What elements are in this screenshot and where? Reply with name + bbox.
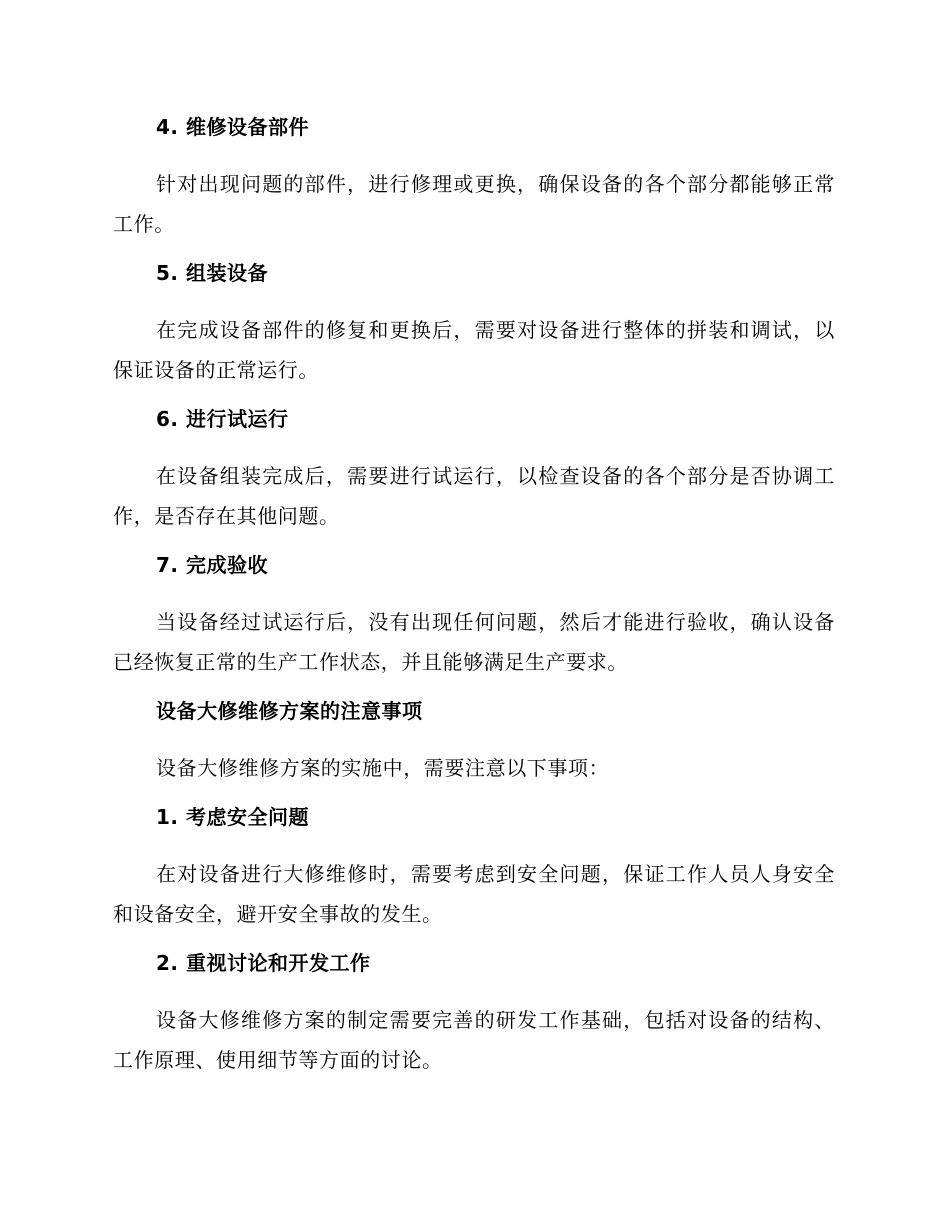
paragraph-assemble: 在完成设备部件的修复和更换后，需要对设备进行整体的拼装和调试，以保证设备的正常运行。 xyxy=(113,318,835,382)
section-heading-repair-parts: 4. 维修设备部件 xyxy=(156,115,309,139)
document-page xyxy=(113,112,835,1094)
paragraph-repair-parts: 针对出现问题的部件，进行修理或更换，确保设备的各个部分都能够正常工作。 xyxy=(113,172,835,236)
paragraph-safety: 在对设备进行大修维修时，需要考虑到安全问题，保证工作人员人身安全和设备安全，避开安全事故的发生。 xyxy=(113,862,835,926)
section-heading-discussion: 2. 重视讨论和开发工作 xyxy=(156,951,371,975)
paragraph-discussion: 设备大修维修方案的制定需要完善的研发工作基础，包括对设备的结构、工作原理、使用细节等方面的讨论。 xyxy=(113,1008,835,1072)
section-heading-safety: 1. 考虑安全问题 xyxy=(156,805,309,829)
paragraph-acceptance: 当设备经过试运行后，没有出现任何问题，然后才能进行验收，确认设备已经恢复正常的生产工作状态，并且能够满足生产要求。 xyxy=(113,610,835,674)
section-heading-assemble: 5. 组装设备 xyxy=(156,261,268,285)
section-heading-notes: 设备大修维修方案的注意事项 xyxy=(156,699,423,723)
section-heading-acceptance: 7. 完成验收 xyxy=(156,553,268,577)
paragraph-notes-intro: 设备大修维修方案的实施中，需要注意以下事项： xyxy=(156,756,610,780)
paragraph-trial-run: 在设备组装完成后，需要进行试运行，以检查设备的各个部分是否协调工作，是否存在其他问题。 xyxy=(113,464,835,528)
section-heading-trial-run: 6. 进行试运行 xyxy=(156,407,289,431)
